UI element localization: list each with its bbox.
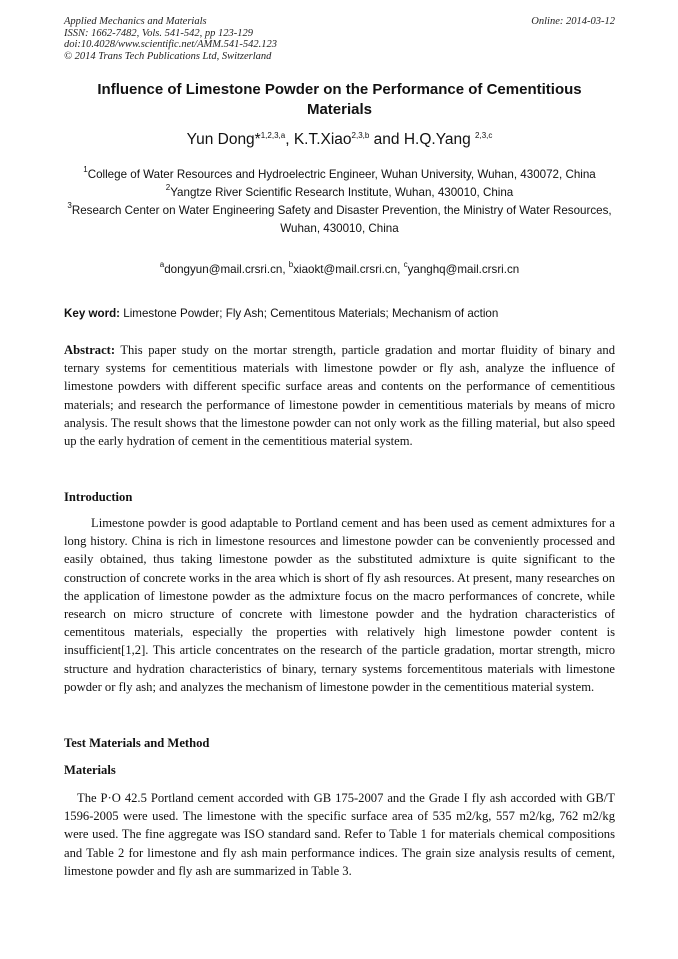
email-address: yanghq@mail.crsri.cn [407,263,520,276]
abstract-label: Abstract: [64,343,116,357]
running-header [64,16,615,62]
abstract [64,341,615,450]
test-method-heading: Test Materials and Method [64,736,210,750]
paper-title: Influence of Limestone Powder on the Performance of Cementitious Materials [97,81,582,118]
author-separator: , [285,131,294,148]
author-affiliation-marker: 2,3,b [351,131,370,140]
email-marker: c [403,260,408,269]
keywords [64,305,615,323]
keywords-text: Limestone Powder; Fly Ash; Cementitous Materials; Mechanism of action [120,307,499,320]
affiliation-text: College of Water Resources and Hydroelectric Engineer, Wuhan University, Wuhan, 430072, China [87,168,596,181]
email-address: dongyun@mail.crsri.cn [164,263,283,276]
materials-heading: Materials [64,763,116,777]
author-affiliation-marker: 1,2,3,a [260,131,286,140]
affiliations [64,166,615,238]
author-separator: and [369,131,404,148]
issn-line: ISSN: 1662-7482, Vols. 541-542, pp 123-129 [64,27,253,39]
email-marker: b [288,260,294,269]
email-separator: , [282,263,289,276]
author-name: K.T.Xiao [293,131,352,148]
affiliation-marker: 3 [67,201,72,210]
author-line [64,129,615,151]
journal-name: Applied Mechanics and Materials [64,16,207,27]
email-marker: a [159,260,165,269]
affiliation-text: Research Center on Water Engineering Safety and Disaster Prevention, the Ministry of Water Resources, Wuhan, 430010, China [71,204,612,235]
affiliation-3 [64,202,615,238]
affiliation-1 [64,166,615,184]
abstract-text: This paper study on the mortar strength, particle gradation and mortar fluidity of binary and ternary systems for cementitious materials with limestone powder or fly ash, analyze the influence of limestone powders with different specific surface areas and contents on the performance of cementitious materials; and research the performance of limestone powder in cementitious materials by means of micro analysis. The result shows that the limestone powder can not only work as the filling material, but also speed up the early hydration of cement in the cementitious material system. [64,343,615,449]
materials-paragraph: The P·O 42.5 Portland cement accorded with GB 175-2007 and the Grade I fly ash accorded with GB/T 1596-2005 were used. The limestone with the specific surface area of 535 m2/kg, 557 m2/kg, 762 m2/kg were used. The fine aggregate was ISO standard sand. Refer to Table 1 for materials chemical compositions and Table 2 for limestone and fly ash main performance indices. The grain size analysis results of cement, limestone powder and fly ash are summarized in Table 3. [64,791,615,878]
affiliation-marker: 1 [83,165,88,174]
author-name: H.Q.Yang [403,131,476,148]
affiliation-2 [64,184,615,202]
email-address: xiaokt@mail.crsri.cn [293,263,398,276]
affiliation-marker: 2 [165,183,171,192]
introduction-heading: Introduction [64,490,133,504]
email-separator: , [397,263,404,276]
keywords-label: Key word: [64,307,121,320]
copyright-line: © 2014 Trans Tech Publications Ltd, Switzerland [64,50,272,62]
affiliation-text: Yangtze River Scientific Research Institute, Wuhan, 430010, China [170,186,514,199]
doi-line: doi:10.4028/www.scientific.net/AMM.541-542.123 [64,39,277,50]
author-name: Yun Dong* [186,131,261,148]
introduction-paragraph: Limestone powder is good adaptable to Portland cement and has been used as cement admixtures for a long history. China is rich in limestone resources and limestone powder can be conveniently processed and easily obtained, thus taking limestone powder as the substituted admixture is quite significant to the construction of concrete works in the area which is short of fly ash resources. At present, many researches on the application of limestone powder as the admixture focus on the macro performances of concrete, while research on micro structure of concrete with limestone powder and the hydration characteristics of cementitous materials, especially the properties with relatively high limestone powder content is insufficient[1,2]. This article concentrates on the research of the particle gradation, mortar strength, micro structure and hydration characteristics of binary, ternary systems forcementitous materials with limestone powder or fly ash; and analyzes the mechanism of limestone powder in the cementitious material system. [64,516,615,694]
author-affiliation-marker: 2,3,c [475,131,493,140]
online-date: Online: 2014-03-12 [531,16,615,27]
email-line [64,261,615,279]
